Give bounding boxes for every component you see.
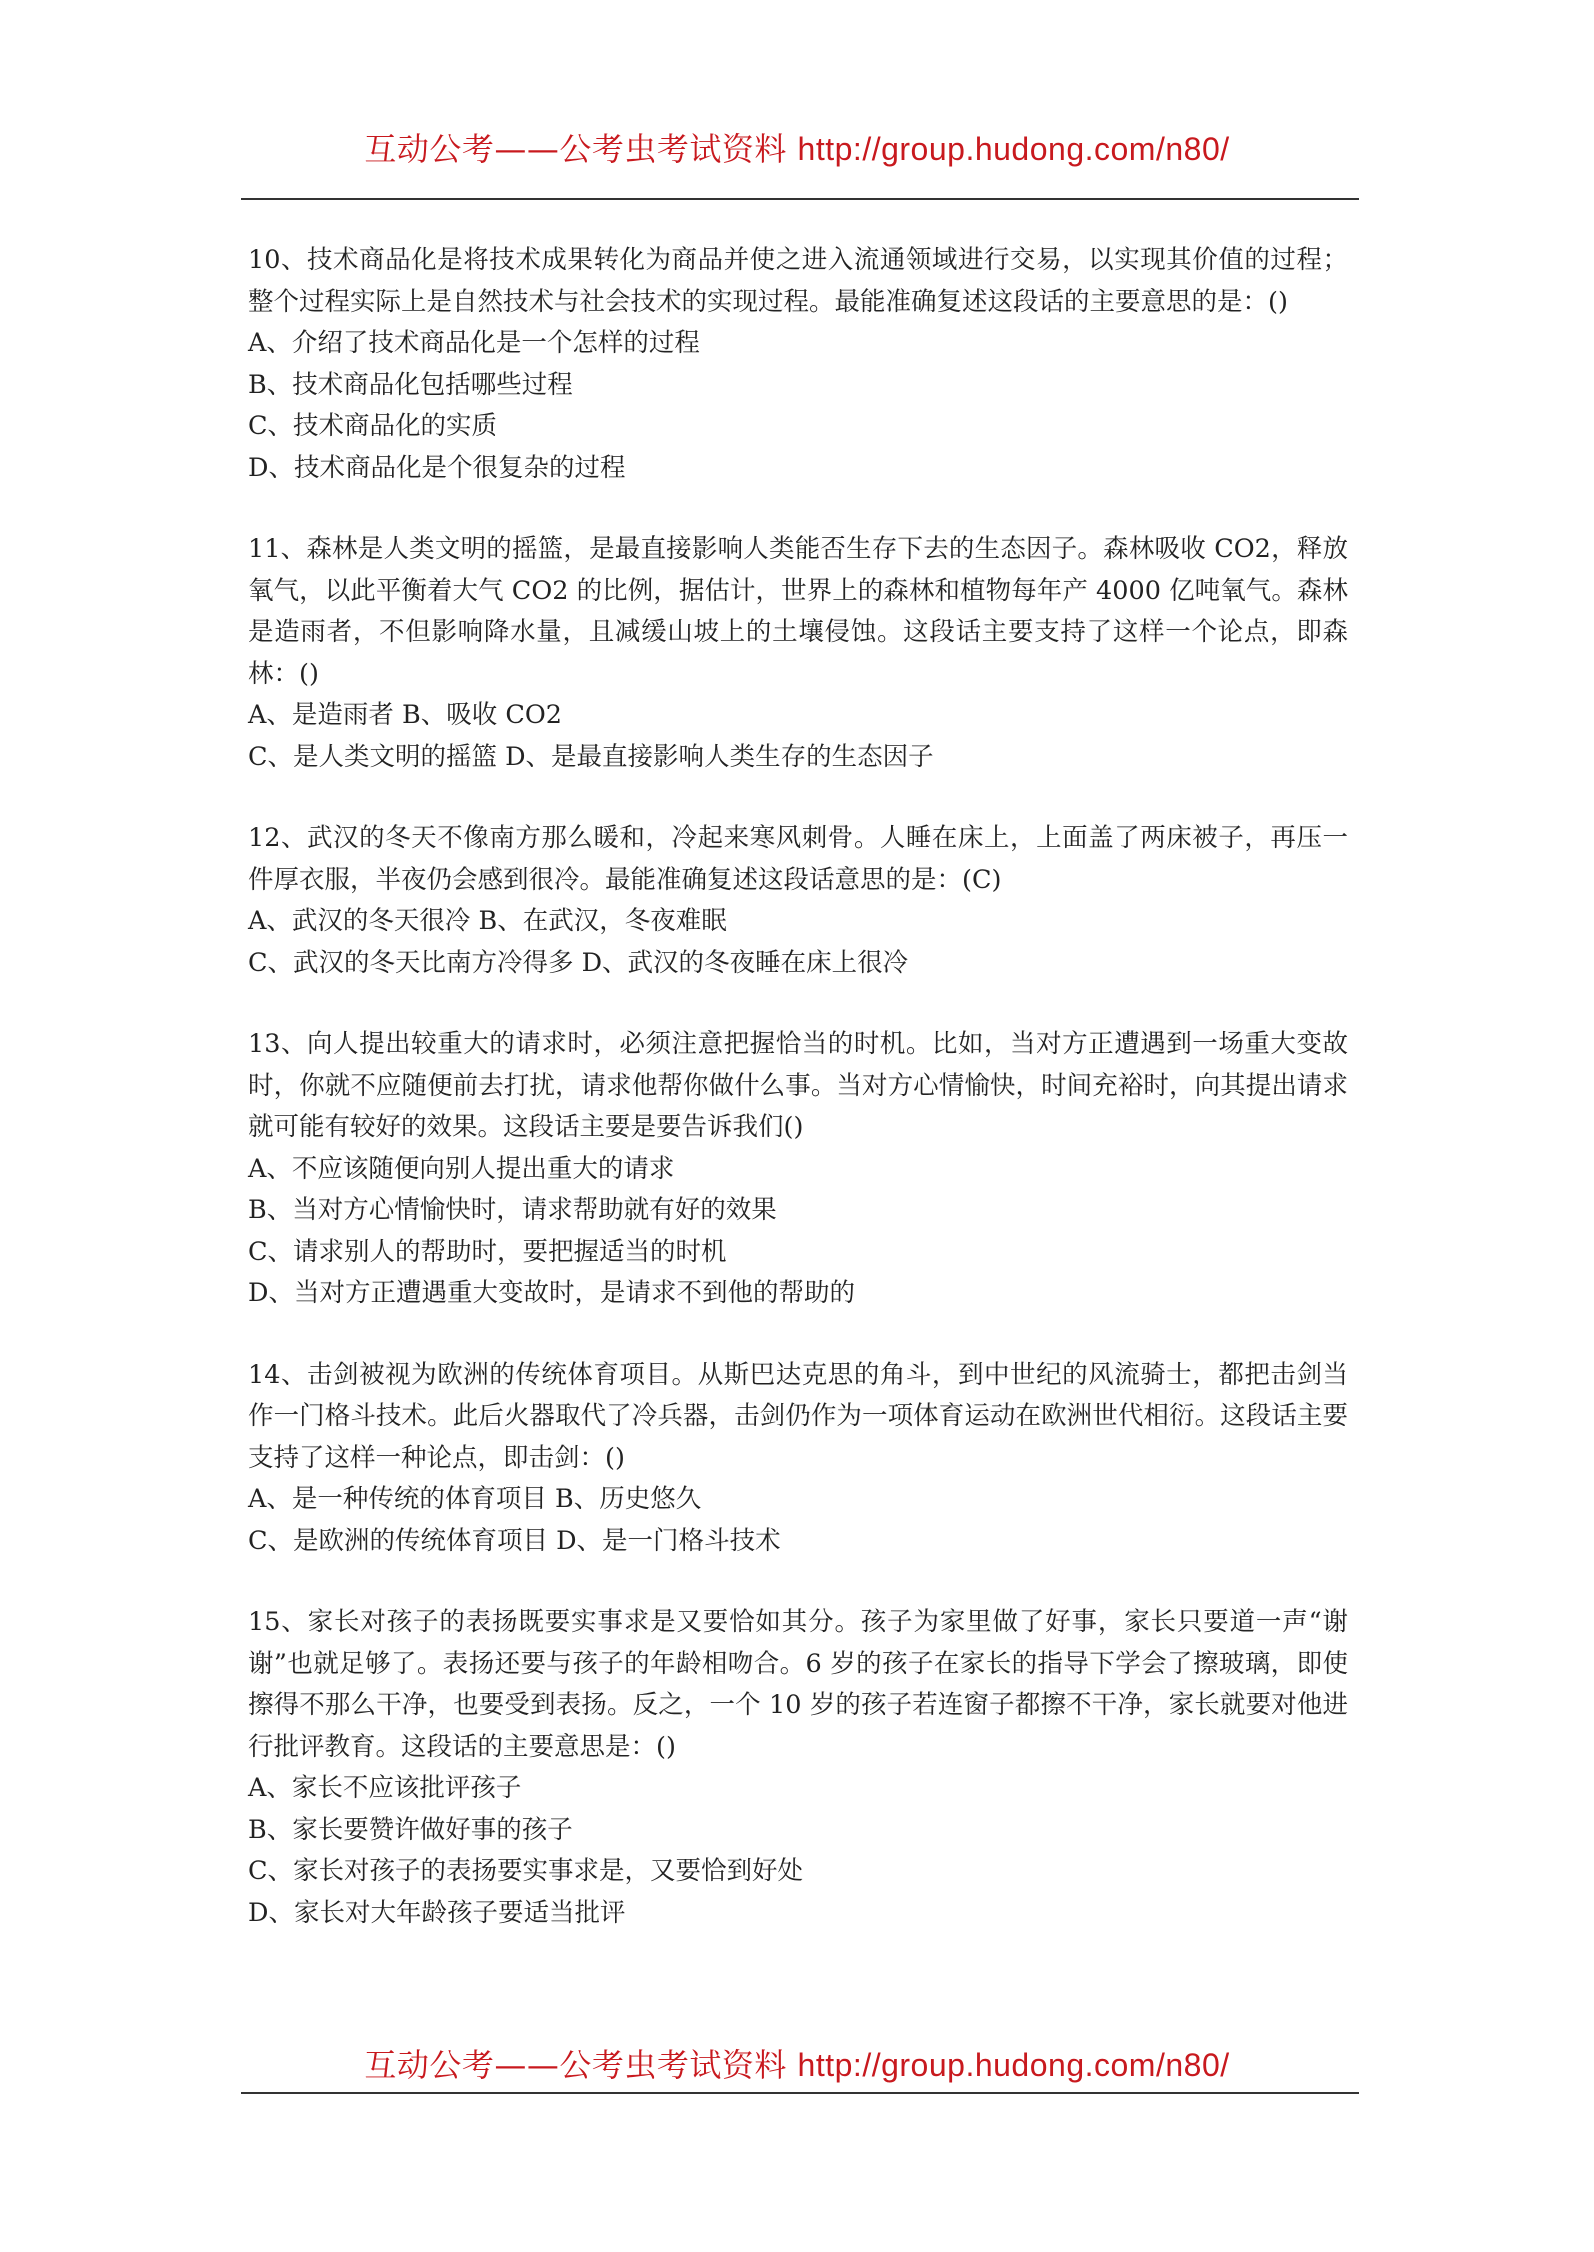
header-title: 互动公考——公考虫考试资料	[364, 130, 787, 168]
option-b: B、技术商品化包括哪些过程	[248, 369, 573, 400]
option-a: A、家长不应该批评孩子	[248, 1773, 522, 1803]
option-a-b: A、是一种传统的体育项目 B、历史悠久	[248, 1484, 702, 1514]
question-10	[248, 240, 1348, 489]
header-divider	[241, 198, 1359, 200]
option-c: C、请求别人的帮助时，要把握适当的时机	[248, 1236, 727, 1267]
footer-divider	[241, 2092, 1359, 2094]
question-14	[248, 1355, 1348, 1563]
question-stem: 15、家长对孩子的表扬既要实事求是又要恰如其分。孩子为家里做了好事，家长只要道一声“谢谢”也就足够了。表扬还要与孩子的年龄相吻合。6 岁的孩子在家长的指导下学会了擦玻璃，即使擦得不那么干净，也要受到表扬。反之，一个 10 岁的孩子若连窗子都擦不干净，家长就要对他进行批评教育。这段话的主要意思是：()	[248, 1607, 1348, 1762]
option-a-b: A、武汉的冬天很冷 B、在武汉，冬夜难眠	[248, 906, 727, 936]
option-a-b: A、是造雨者 B、吸收 CO2	[248, 700, 563, 730]
question-stem: 10、技术商品化是将技术成果转化为商品并使之进入流通领域进行交易，以实现其价值的过程；整个过程实际上是自然技术与社会技术的实现过程。最能准确复述这段话的主要意思的是：()	[248, 245, 1348, 317]
option-c-d: C、是人类文明的摇篮 D、是最直接影响人类生存的生态因子	[248, 741, 934, 772]
option-d: D、家长对大年龄孩子要适当批评	[248, 1897, 626, 1928]
question-list	[248, 240, 1348, 1974]
option-b: B、家长要赞许做好事的孩子	[248, 1814, 573, 1845]
option-a: A、介绍了技术商品化是一个怎样的过程	[248, 328, 700, 358]
option-d: D、当对方正遭遇重大变故时，是请求不到他的帮助的	[248, 1278, 855, 1308]
option-c: C、家长对孩子的表扬要实事求是，又要恰到好处	[248, 1856, 804, 1886]
header-url-link[interactable]: http://group.hudong.com/n80/	[797, 131, 1230, 167]
footer-url-link[interactable]: http://group.hudong.com/n80/	[797, 2047, 1230, 2083]
option-d: D、技术商品化是个很复杂的过程	[248, 452, 626, 483]
footer-title: 互动公考——公考虫考试资料	[364, 2046, 787, 2084]
option-c-d: C、武汉的冬天比南方冷得多 D、武汉的冬夜睡在床上很冷	[248, 947, 909, 978]
question-13	[248, 1024, 1348, 1315]
option-a: A、不应该随便向别人提出重大的请求	[248, 1153, 675, 1184]
header-banner	[0, 124, 1594, 170]
question-stem: 14、击剑被视为欧洲的传统体育项目。从斯巴达克思的角斗，到中世纪的风流骑士，都把击剑当作一门格斗技术。此后火器取代了冷兵器，击剑仍作为一项体育运动在欧洲世代相衍。这段话主要支持了这样一种论点，即击剑：()	[248, 1359, 1348, 1473]
option-b: B、当对方心情愉快时，请求帮助就有好的效果	[248, 1195, 777, 1225]
question-stem: 11、森林是人类文明的摇篮，是最直接影响人类能否生存下去的生态因子。森林吸收 CO2，释放氧气，以此平衡着大气 CO2 的比例，据估计，世界上的森林和植物每年产 4000 亿吨氧气。森林是造雨者，不但影响降水量，且减缓山坡上的土壤侵蚀。这段话主要支持了这样一个论点，即森林：()	[248, 534, 1348, 689]
question-12	[248, 818, 1348, 984]
footer-banner	[0, 2040, 1594, 2086]
option-c-d: C、是欧洲的传统体育项目 D、是一门格斗技术	[248, 1525, 781, 1556]
question-15	[248, 1602, 1348, 1934]
question-11	[248, 529, 1348, 778]
question-stem: 12、武汉的冬天不像南方那么暖和，冷起来寒风刺骨。人睡在床上，上面盖了两床被子，再压一件厚衣服，半夜仍会感到很冷。最能准确复述这段话意思的是：(C)	[248, 823, 1348, 895]
question-stem: 13、向人提出较重大的请求时，必须注意把握恰当的时机。比如，当对方正遭遇到一场重大变故时，你就不应随便前去打扰，请求他帮你做什么事。当对方心情愉快，时间充裕时，向其提出请求就可能有较好的效果。这段话主要是要告诉我们()	[248, 1029, 1348, 1142]
option-c: C、技术商品化的实质	[248, 411, 498, 441]
